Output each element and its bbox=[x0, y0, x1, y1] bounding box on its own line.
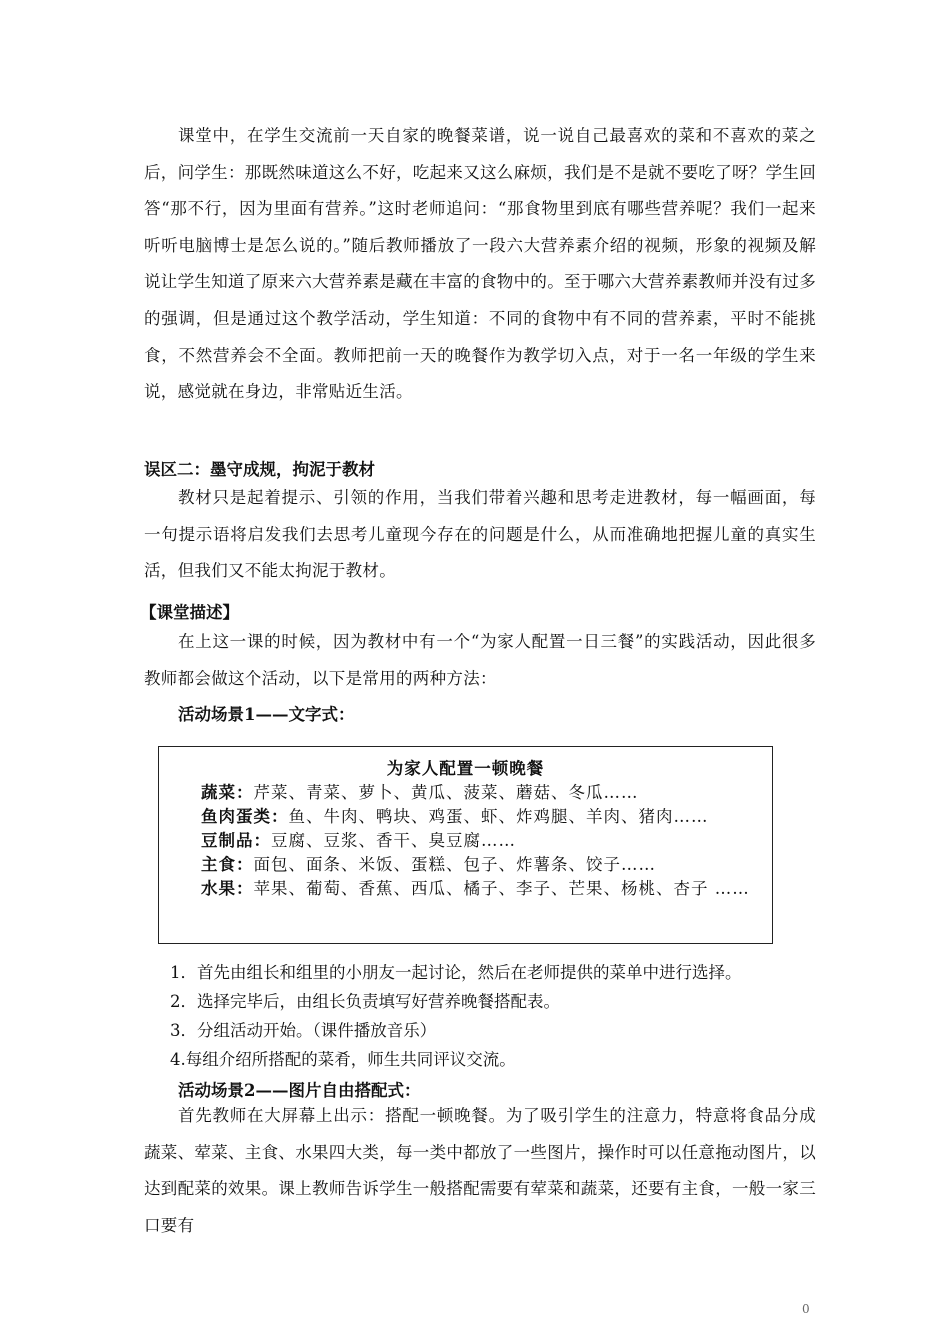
menu-items: 鱼、牛肉、鸭块、鸡蛋、虾、炸鸡腿、羊肉、猪肉…… bbox=[288, 807, 709, 826]
paragraph-textbook-role: 教材只是起着提示、引领的作用，当我们带着兴趣和思考走进教材，每一幅画面，每一句提示语将启发我们去思考儿童现今存在的问题是什么，从而准确地把握儿童的真实生活，但我们又不能太拘泥于教材。 bbox=[144, 488, 816, 581]
menu-items: 芹菜、青菜、萝卜、黄瓜、菠菜、蘑菇、冬瓜…… bbox=[253, 783, 639, 802]
menu-items: 面包、面条、米饭、蛋糕、包子、炸薯条、饺子…… bbox=[253, 855, 656, 874]
menu-title: 为家人配置一顿晚餐 bbox=[386, 759, 545, 778]
class-description-heading: 【课堂描述】 bbox=[140, 603, 239, 622]
dinner-menu-box bbox=[158, 746, 773, 944]
section-heading-misconception-2: 误区二：墨守成规，拘泥于教材 bbox=[144, 460, 375, 479]
menu-category: 水果： bbox=[201, 879, 254, 898]
paragraph-classroom-dinner: 课堂中，在学生交流前一天自家的晚餐菜谱，说一说自己最喜欢的菜和不喜欢的菜之后，问学生：那既然味道这么不好，吃起来又这么麻烦，我们是不是就不要吃了呀？学生回答“那不行，因为里面有营养。”这时老师追问：“那食物里到底有哪些营养呢？我们一起来听听电脑博士是怎么说的。”随后教师播放了一段六大营养素介绍的视频，形象的视频及解说让学生知道了原来六大营养素是藏在丰富的食物中的。至于哪六大营养素教师并没有过多的强调，但是通过这个教学活动，学生知道：不同的食物中有不同的营养素，平时不能挑食，不然营养会不全面。教师把前一天的晚餐作为教学切入点，对于一名一年级的学生来说，感觉就在身边，非常贴近生活。 bbox=[144, 126, 816, 402]
menu-category: 蔬菜： bbox=[201, 783, 254, 802]
paragraph-picture-matching: 首先教师在大屏幕上出示：搭配一顿晚餐。为了吸引学生的注意力，特意将食品分成蔬菜、荤菜、主食、水果四大类，每一类中都放了一些图片，操作时可以任意拖动图片，以达到配菜的效果。课上教师告诉学生一般搭配需要有荤菜和蔬菜，还要有主食，一般一家三口要有 bbox=[144, 1106, 816, 1235]
menu-category: 鱼肉蛋类： bbox=[201, 807, 289, 826]
menu-category: 豆制品： bbox=[201, 831, 271, 850]
menu-items: 苹果、葡萄、香蕉、西瓜、橘子、李子、芒果、杨桃、杏子 …… bbox=[253, 879, 750, 898]
step-4: 4.每组介绍所搭配的菜肴，师生共同评议交流。 bbox=[170, 1050, 516, 1069]
step-3: 3．分组活动开始。（课件播放音乐） bbox=[170, 1021, 437, 1040]
step-1: 1．首先由组长和组里的小朋友一起讨论，然后在老师提供的菜单中进行选择。 bbox=[170, 963, 742, 982]
page-number: 0 bbox=[802, 1302, 810, 1316]
menu-items: 豆腐、豆浆、香干、臭豆腐…… bbox=[271, 831, 516, 850]
menu-row-soy bbox=[201, 827, 516, 851]
menu-row-vegetables bbox=[201, 779, 639, 803]
menu-row-fruits bbox=[201, 875, 750, 899]
menu-row-meat-eggs bbox=[201, 803, 709, 827]
scene1-heading: 活动场景1——文字式： bbox=[178, 705, 355, 724]
step-2: 2．选择完毕后，由组长负责填写好营养晚餐搭配表。 bbox=[170, 992, 560, 1011]
menu-category: 主食： bbox=[201, 855, 254, 874]
paragraph-activity-intro: 在上这一课的时候，因为教材中有一个“为家人配置一日三餐”的实践活动，因此很多教师都会做这个活动，以下是常用的两种方法： bbox=[144, 632, 816, 688]
scene2-heading: 活动场景2——图片自由搭配式： bbox=[178, 1081, 421, 1100]
menu-row-staples bbox=[201, 851, 656, 875]
